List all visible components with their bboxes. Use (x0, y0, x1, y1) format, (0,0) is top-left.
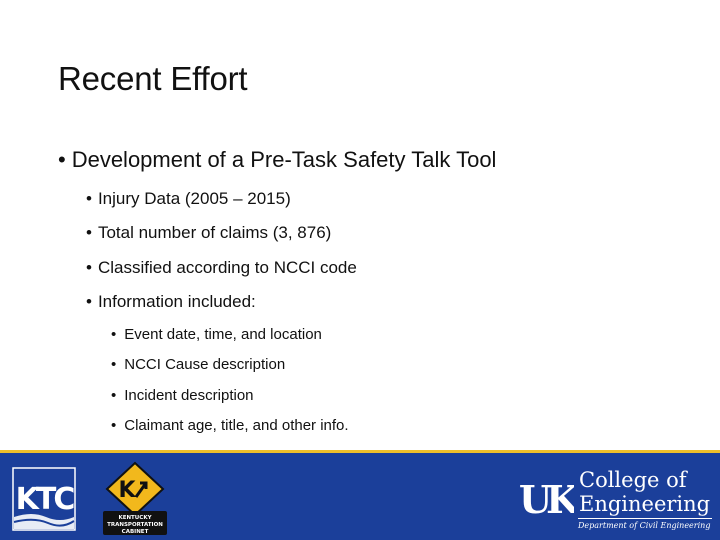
bullet-glyph: • (111, 387, 117, 404)
bullet-glyph: • (58, 147, 66, 172)
coe-line2: Engineering (579, 492, 711, 516)
ktc-logo (12, 467, 76, 531)
svg-text:CABINET: CABINET (121, 529, 149, 535)
bullet-text: Development of a Pre-Task Safety Talk Tool (71, 147, 497, 172)
bullet-level1 (58, 147, 496, 173)
sub-bullet (86, 258, 357, 278)
divider (578, 518, 712, 519)
sub-bullet (86, 189, 291, 209)
bullet-glyph: • (86, 223, 92, 242)
sub-bullet-text: Total number of claims (3, 876) (97, 223, 332, 242)
info-item (111, 326, 322, 343)
sub-bullet-text: Injury Data (2005 – 2015) (97, 189, 291, 208)
sub-bullet-text: Classified according to NCCI code (97, 258, 357, 277)
sub-bullet (86, 223, 331, 243)
bullet-glyph: • (111, 326, 117, 343)
svg-text:KENTUCKY: KENTUCKY (118, 515, 152, 521)
ktc-logo-text: KTC (15, 482, 73, 517)
info-item (111, 417, 349, 434)
uk-logo-text: UK (518, 477, 574, 522)
department-name: Department of Civil Engineering (578, 521, 711, 530)
transportation-cabinet-logo (100, 461, 170, 537)
bullet-glyph: • (86, 189, 92, 208)
bullet-glyph: • (86, 292, 92, 311)
sign-letter: K (118, 478, 136, 503)
sub-bullet (86, 292, 256, 312)
info-item (111, 387, 254, 404)
slide-title: Recent Effort (58, 60, 248, 97)
uk-logo (518, 473, 574, 523)
info-item-text: Claimant age, title, and other info. (124, 417, 349, 434)
bullet-glyph: • (86, 258, 92, 277)
footer-band (0, 450, 720, 540)
bullet-glyph: • (111, 356, 117, 373)
info-item-text: Event date, time, and location (124, 326, 322, 343)
bullet-glyph: • (111, 417, 117, 434)
info-item-text: NCCI Cause description (124, 356, 286, 373)
coe-line1: College of (579, 468, 687, 492)
info-item-text: Incident description (124, 387, 254, 404)
svg-text:TRANSPORTATION: TRANSPORTATION (107, 522, 163, 528)
college-of-engineering-wordmark (579, 468, 710, 516)
sub-bullet-text: Information included: (97, 292, 256, 311)
info-item (111, 356, 285, 373)
